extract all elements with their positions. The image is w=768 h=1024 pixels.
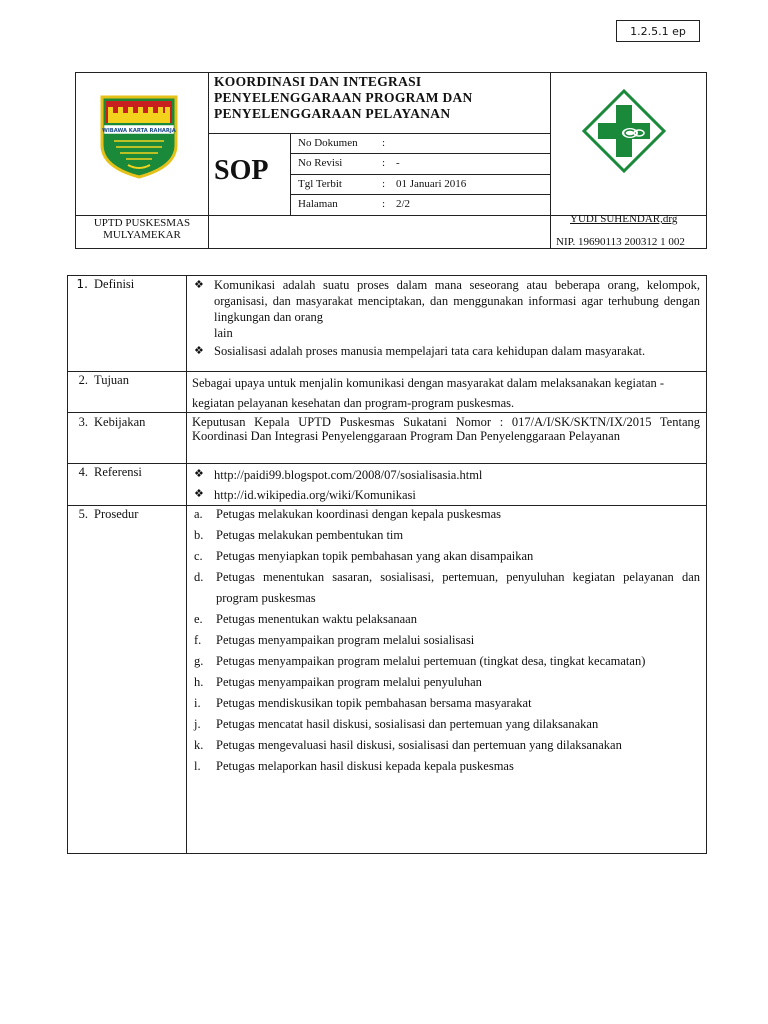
label-prosedur: 5. Prosedur: [78, 507, 139, 521]
meta-no-dokumen: No Dokumen :: [298, 137, 386, 149]
list-item: b. Petugas melakukan pembentukan tim: [194, 528, 404, 542]
label-kebijakan: 3. Kebijakan: [78, 415, 146, 429]
prosedur-content: [192, 504, 700, 777]
list-item: h. Petugas menyampaikan program melalui penyuluhan: [194, 675, 482, 689]
label-tujuan: 2. Tujuan: [78, 373, 129, 387]
title-line: KOORDINASI DAN INTEGRASI: [214, 74, 422, 89]
list-item: d. Petugas menentukan sasaran, sosialisasi, pertemuan, penyuluhan kegiatan pelayanan dan program puskesmas: [194, 570, 700, 605]
diamond-bullet-icon: ❖: [194, 467, 204, 480]
regional-emblem-logo: [98, 93, 180, 179]
list-item: lain: [214, 326, 233, 340]
list-item: i. Petugas mendiskusikan topik pembahasan bersama masyarakat: [194, 696, 532, 710]
list-item: k. Petugas mengevaluasi hasil diskusi, sosialisasi dan pertemuan yang dilaksanakan: [194, 738, 622, 752]
list-item: a. Petugas melakukan koordinasi dengan kepala puskesmas: [194, 507, 501, 521]
unit-name: UPTD PUSKESMAS MULYAMEKAR: [93, 217, 191, 241]
meta-no-revisi: No Revisi : -: [298, 157, 400, 169]
diamond-bullet-icon: ❖: [194, 487, 204, 500]
sop-content-table: [67, 275, 707, 854]
document-code: 1.2.5.1 ep: [616, 20, 700, 42]
sop-header-table: [75, 72, 707, 249]
title-line: PENYELENGGARAAN PROGRAM DAN: [214, 90, 473, 105]
meta-halaman: Halaman : 2/2: [298, 198, 411, 210]
label-referensi: 4. Referensi: [78, 465, 142, 479]
list-item: e. Petugas menentukan waktu pelaksanaan: [194, 612, 417, 626]
list-item: f. Petugas menyampaikan program melalui sosialisasi: [194, 633, 475, 647]
list-item: ❖ http://paidi99.blogspot.com/2008/07/sosialisasia.html: [192, 465, 700, 485]
list-item: ❖ Sosialisasi adalah proses manusia mempelajari tata cara kehidupan dalam masyarakat.: [194, 344, 646, 358]
signer-nip: NIP. 19690113 200312 1 002: [556, 236, 685, 248]
list-item: ❖ http://id.wikipedia.org/wiki/Komunikasi: [192, 485, 700, 505]
tujuan-content: Sebagai upaya untuk menjalin komunikasi dengan masyarakat dalam melaksanakan kegiatan - kegiatan pelayanan kesehatan dan program-program puskesmas.: [192, 376, 665, 410]
list-item: g. Petugas menyampaikan program melalui pertemuan (tingkat desa, tingkat kecamatan): [194, 654, 646, 668]
sop-label: SOP: [214, 155, 269, 186]
svg-text:WIBAWA KARTA RAHARJA: WIBAWA KARTA RAHARJA: [102, 128, 176, 134]
label-definisi: 1. Definisi: [76, 277, 135, 291]
puskesmas-logo: [582, 89, 666, 173]
list-item: ❖ Komunikasi adalah suatu proses dalam mana seseorang atau beberapa orang, kelompok, organisasi, dan masyarakat menciptakan, dan menggunakan informasi agar terhubung dengan lingkungan dan orang: [194, 278, 700, 324]
list-item: c. Petugas menyiapkan topik pembahasan yang akan disampaikan: [194, 549, 534, 563]
referensi-content: [192, 465, 700, 505]
title-line: PENYELENGGARAAN PELAYANAN: [214, 106, 451, 121]
meta-tgl-terbit: Tgl Terbit : 01 Januari 2016: [298, 178, 467, 190]
definisi-content: [192, 277, 700, 359]
diamond-bullet-icon: ❖: [194, 344, 204, 357]
list-item: l. Petugas melaporkan hasil diskusi kepada kepala puskesmas: [194, 759, 514, 773]
list-item: j. Petugas mencatat hasil diskusi, sosialisasi dan pertemuan yang dilaksanakan: [194, 717, 599, 731]
kebijakan-content: Keputusan Kepala UPTD Puskesmas Sukatani Nomor : 017/A/I/SK/SKTN/IX/2015 Tentang Koordinasi Dan Integrasi Penyelenggaraan Program Dan Penyelenggaraan Pelayanan: [192, 415, 700, 443]
diamond-bullet-icon: ❖: [194, 278, 204, 291]
signer-name: YUDI SUHENDAR,drg: [570, 213, 678, 225]
sop-title: [214, 73, 544, 122]
